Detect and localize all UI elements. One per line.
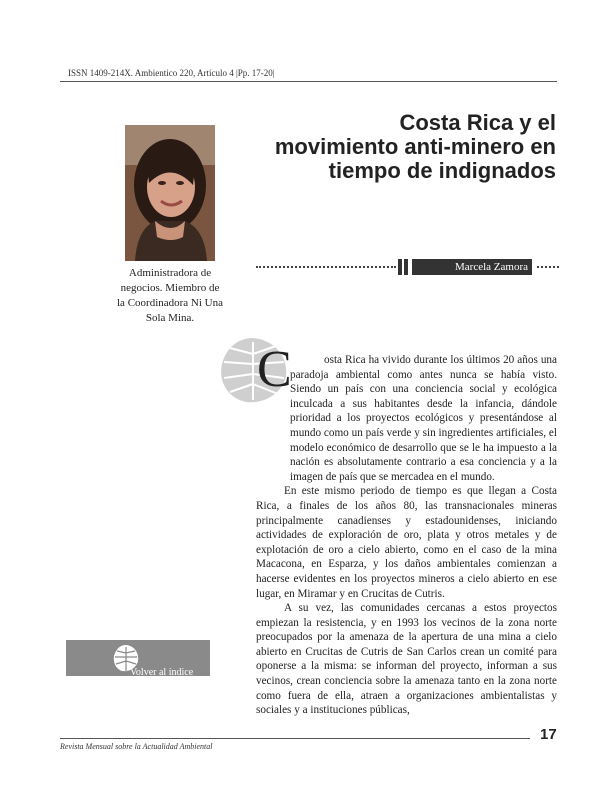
- drop-cap: C: [257, 341, 292, 398]
- article-body: [256, 353, 557, 718]
- dotted-divider-left: [256, 266, 396, 268]
- page-number: 17: [540, 726, 557, 743]
- author-name: Marcela Zamora: [412, 259, 532, 275]
- caption-line: negocios. Miembro de: [120, 282, 220, 294]
- caption-line: Administradora de: [128, 267, 212, 279]
- divider-bar: [398, 259, 402, 275]
- title-line: tiempo de indignados: [328, 158, 556, 183]
- author-caption: [110, 266, 230, 326]
- back-to-index-label[interactable]: Volver al índice: [130, 667, 194, 678]
- paragraph: osta Rica ha vivido durante los últimos 20 años una paradoja ambiental como antes nunca se había visto. Siendo un país con una conciencia social y ecológica inculcada a sus habitantes desde la infancia, dándole prioridad a los proyectos ecológicos y presentándose al mundo como un país verde y sin ingredientes artificiales, el modelo económico de desarrollo que se le ha impuesto a la nación es absolutamente contrario a esa conciencia y a la imagen de país que se mercadea en el mundo.: [290, 354, 557, 483]
- paragraph: A su vez, las comunidades cercanas a estos proyectos empiezan la resistencia, y en 1993 los vecinos de la zona norte preocupados por la amenaza de la apertura de una mina a cielo abierto en Crucitas de Cutris de San Carlos crean un comité para oponerse a la misma: se informan del proyecto, informan a sus vecinos, crean conciencia sobre la amenaza tanto en la zona norte como fuera de ella, atraen a organizaciones ambientalistas y sociales y a instituciones públicas,: [256, 602, 557, 717]
- header-rule: [60, 81, 557, 82]
- issn-header: ISSN 1409-214X. Ambientico 220, Artículo 4 |Pp. 17-20|: [68, 68, 275, 78]
- title-line: Costa Rica y el: [399, 110, 556, 135]
- caption-line: la Coordinadora Ni Una: [117, 297, 223, 309]
- dotted-divider-right: [537, 266, 559, 268]
- title-line: movimiento anti-minero en: [274, 134, 556, 159]
- paragraph: En este mismo periodo de tiempo es que llegan a Costa Rica, a finales de los años 80, las transnacionales mineras principalmente canadienses y estadounidenses, iniciando actividades de exploración de oro, plata y otros metales y de explotación de oro a cielo abierto, como en el caso de la mina Macacona, en Esparza, y los daños ambientales comienzan a hacerse evidentes en los proyectos mineros a cielo abierto en ese lugar, en Miramar y en Crucitas de Cutris.: [256, 485, 557, 600]
- divider-bar: [404, 259, 408, 275]
- footer-rule: [60, 738, 530, 739]
- journal-name: Revista Mensual sobre la Actualidad Ambiental: [60, 742, 213, 751]
- caption-line: Sola Mina.: [145, 312, 195, 324]
- author-photo: [125, 125, 215, 261]
- article-title: [240, 111, 556, 183]
